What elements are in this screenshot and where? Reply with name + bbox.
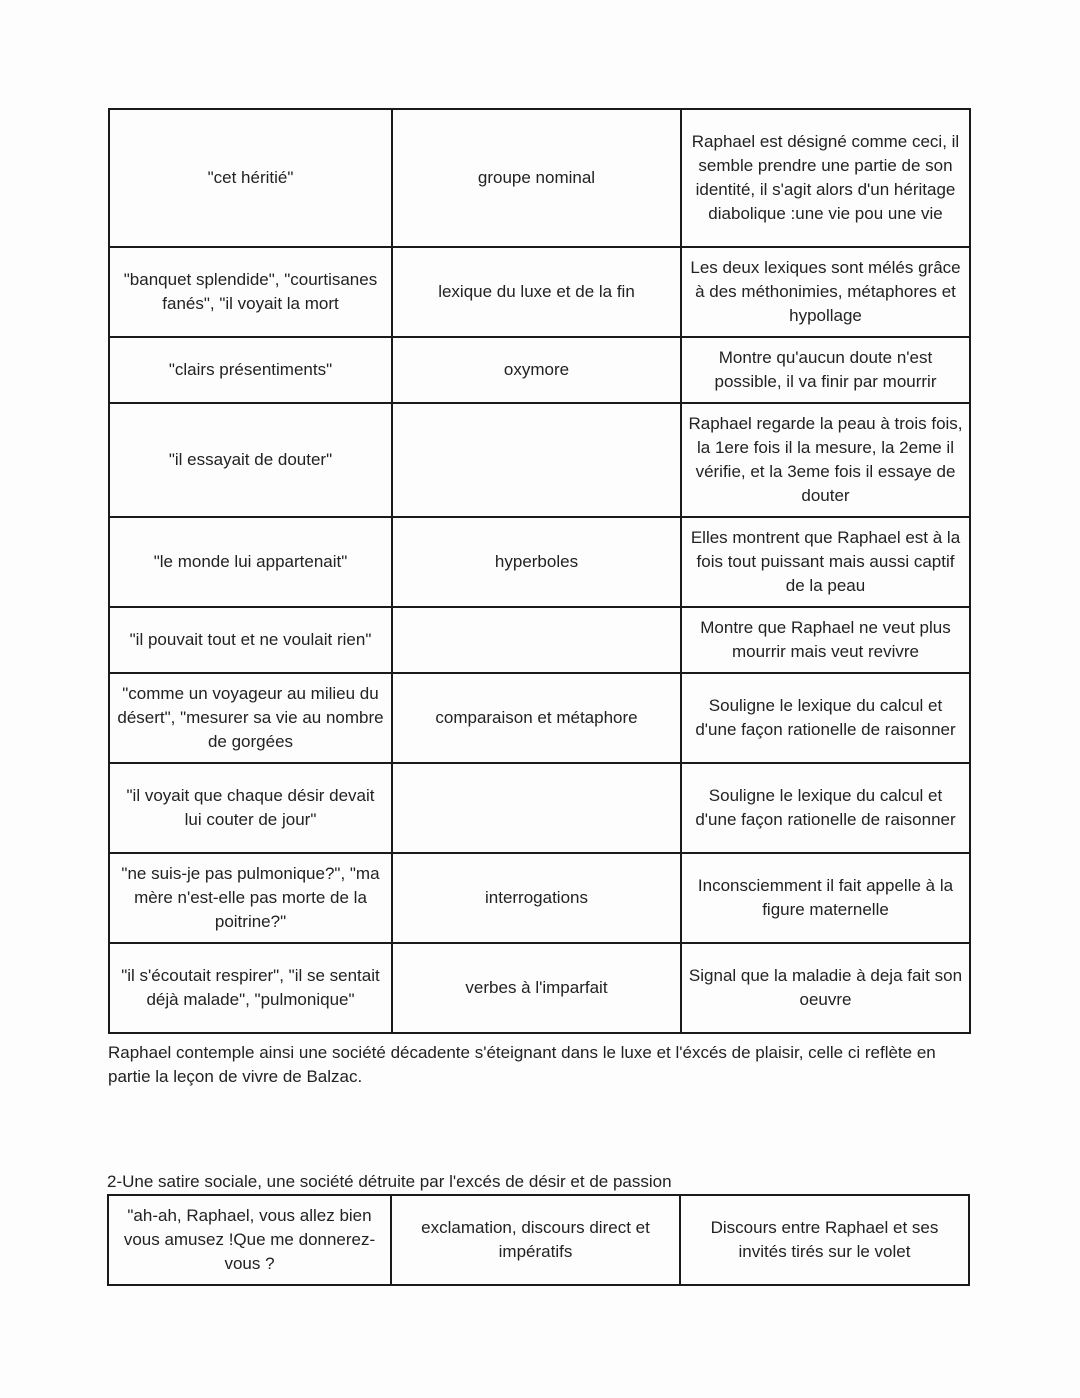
effect-cell: Inconsciemment il fait appelle à la figure maternelle — [681, 853, 970, 943]
device-cell — [392, 403, 681, 517]
table-row — [109, 337, 970, 403]
device-cell: exclamation, discours direct et impératifs — [391, 1195, 680, 1285]
quote-cell: "banquet splendide", "courtisanes fanés", "il voyait la mort — [109, 247, 392, 337]
quote-cell: "il voyait que chaque désir devait lui couter de jour" — [109, 763, 392, 853]
quote-cell: "ne suis-je pas pulmonique?", "ma mère n'est-elle pas morte de la poitrine?" — [109, 853, 392, 943]
device-cell: comparaison et métaphore — [392, 673, 681, 763]
table-row — [109, 853, 970, 943]
effect-cell: Montre que Raphael ne veut plus mourrir mais veut revivre — [681, 607, 970, 673]
quote-cell: "clairs présentiments" — [109, 337, 392, 403]
device-cell: hyperboles — [392, 517, 681, 607]
device-cell — [392, 763, 681, 853]
quote-cell: "il essayait de douter" — [109, 403, 392, 517]
device-cell: lexique du luxe et de la fin — [392, 247, 681, 337]
satire-table — [107, 1194, 970, 1286]
device-cell — [392, 607, 681, 673]
section-title: 2-Une satire sociale, une société détruite par l'excés de désir et de passion — [107, 1172, 672, 1191]
device-cell: interrogations — [392, 853, 681, 943]
effect-cell: Souligne le lexique du calcul et d'une façon rationelle de raisonner — [681, 763, 970, 853]
table-row — [109, 673, 970, 763]
table-row — [109, 109, 970, 247]
quote-cell: "il pouvait tout et ne voulait rien" — [109, 607, 392, 673]
table-row — [109, 247, 970, 337]
table-row — [109, 607, 970, 673]
table-row — [109, 517, 970, 607]
device-cell: verbes à l'imparfait — [392, 943, 681, 1033]
quote-cell: "le monde lui appartenait" — [109, 517, 392, 607]
analysis-table — [108, 108, 971, 1034]
effect-cell: Montre qu'aucun doute n'est possible, il va finir par mourrir — [681, 337, 970, 403]
quote-cell: "il s'écoutait respirer", "il se sentait déjà malade", "pulmonique" — [109, 943, 392, 1033]
device-cell: oxymore — [392, 337, 681, 403]
effect-cell: Raphael est désigné comme ceci, il semble prendre une partie de son identité, il s'agit alors d'un héritage diabolique :une vie pou une vie — [681, 109, 970, 247]
quote-cell: "comme un voyageur au milieu du désert", "mesurer sa vie au nombre de gorgées — [109, 673, 392, 763]
quote-cell: "cet héritié" — [109, 109, 392, 247]
effect-cell: Les deux lexiques sont mélés grâce à des méthonimies, métaphores et hypollage — [681, 247, 970, 337]
device-cell: groupe nominal — [392, 109, 681, 247]
table-row — [109, 763, 970, 853]
table-row — [108, 1195, 969, 1285]
table-row — [109, 403, 970, 517]
effect-cell: Signal que la maladie à deja fait son oeuvre — [681, 943, 970, 1033]
quote-cell: "ah-ah, Raphael, vous allez bien vous amusez !Que me donnerez-vous ? — [108, 1195, 391, 1285]
conclusion-paragraph: Raphael contemple ainsi une société décadente s'éteignant dans le luxe et l'éxcés de plaisir, celle ci reflète en partie la leçon de vivre de Balzac. — [108, 1043, 936, 1086]
effect-cell: Elles montrent que Raphael est à la fois tout puissant mais aussi captif de la peau — [681, 517, 970, 607]
effect-cell: Souligne le lexique du calcul et d'une façon rationelle de raisonner — [681, 673, 970, 763]
effect-cell: Discours entre Raphael et ses invités tirés sur le volet — [680, 1195, 969, 1285]
effect-cell: Raphael regarde la peau à trois fois, la 1ere fois il la mesure, la 2eme il vérifie, et la 3eme fois il essaye de douter — [681, 403, 970, 517]
table-row — [109, 943, 970, 1033]
